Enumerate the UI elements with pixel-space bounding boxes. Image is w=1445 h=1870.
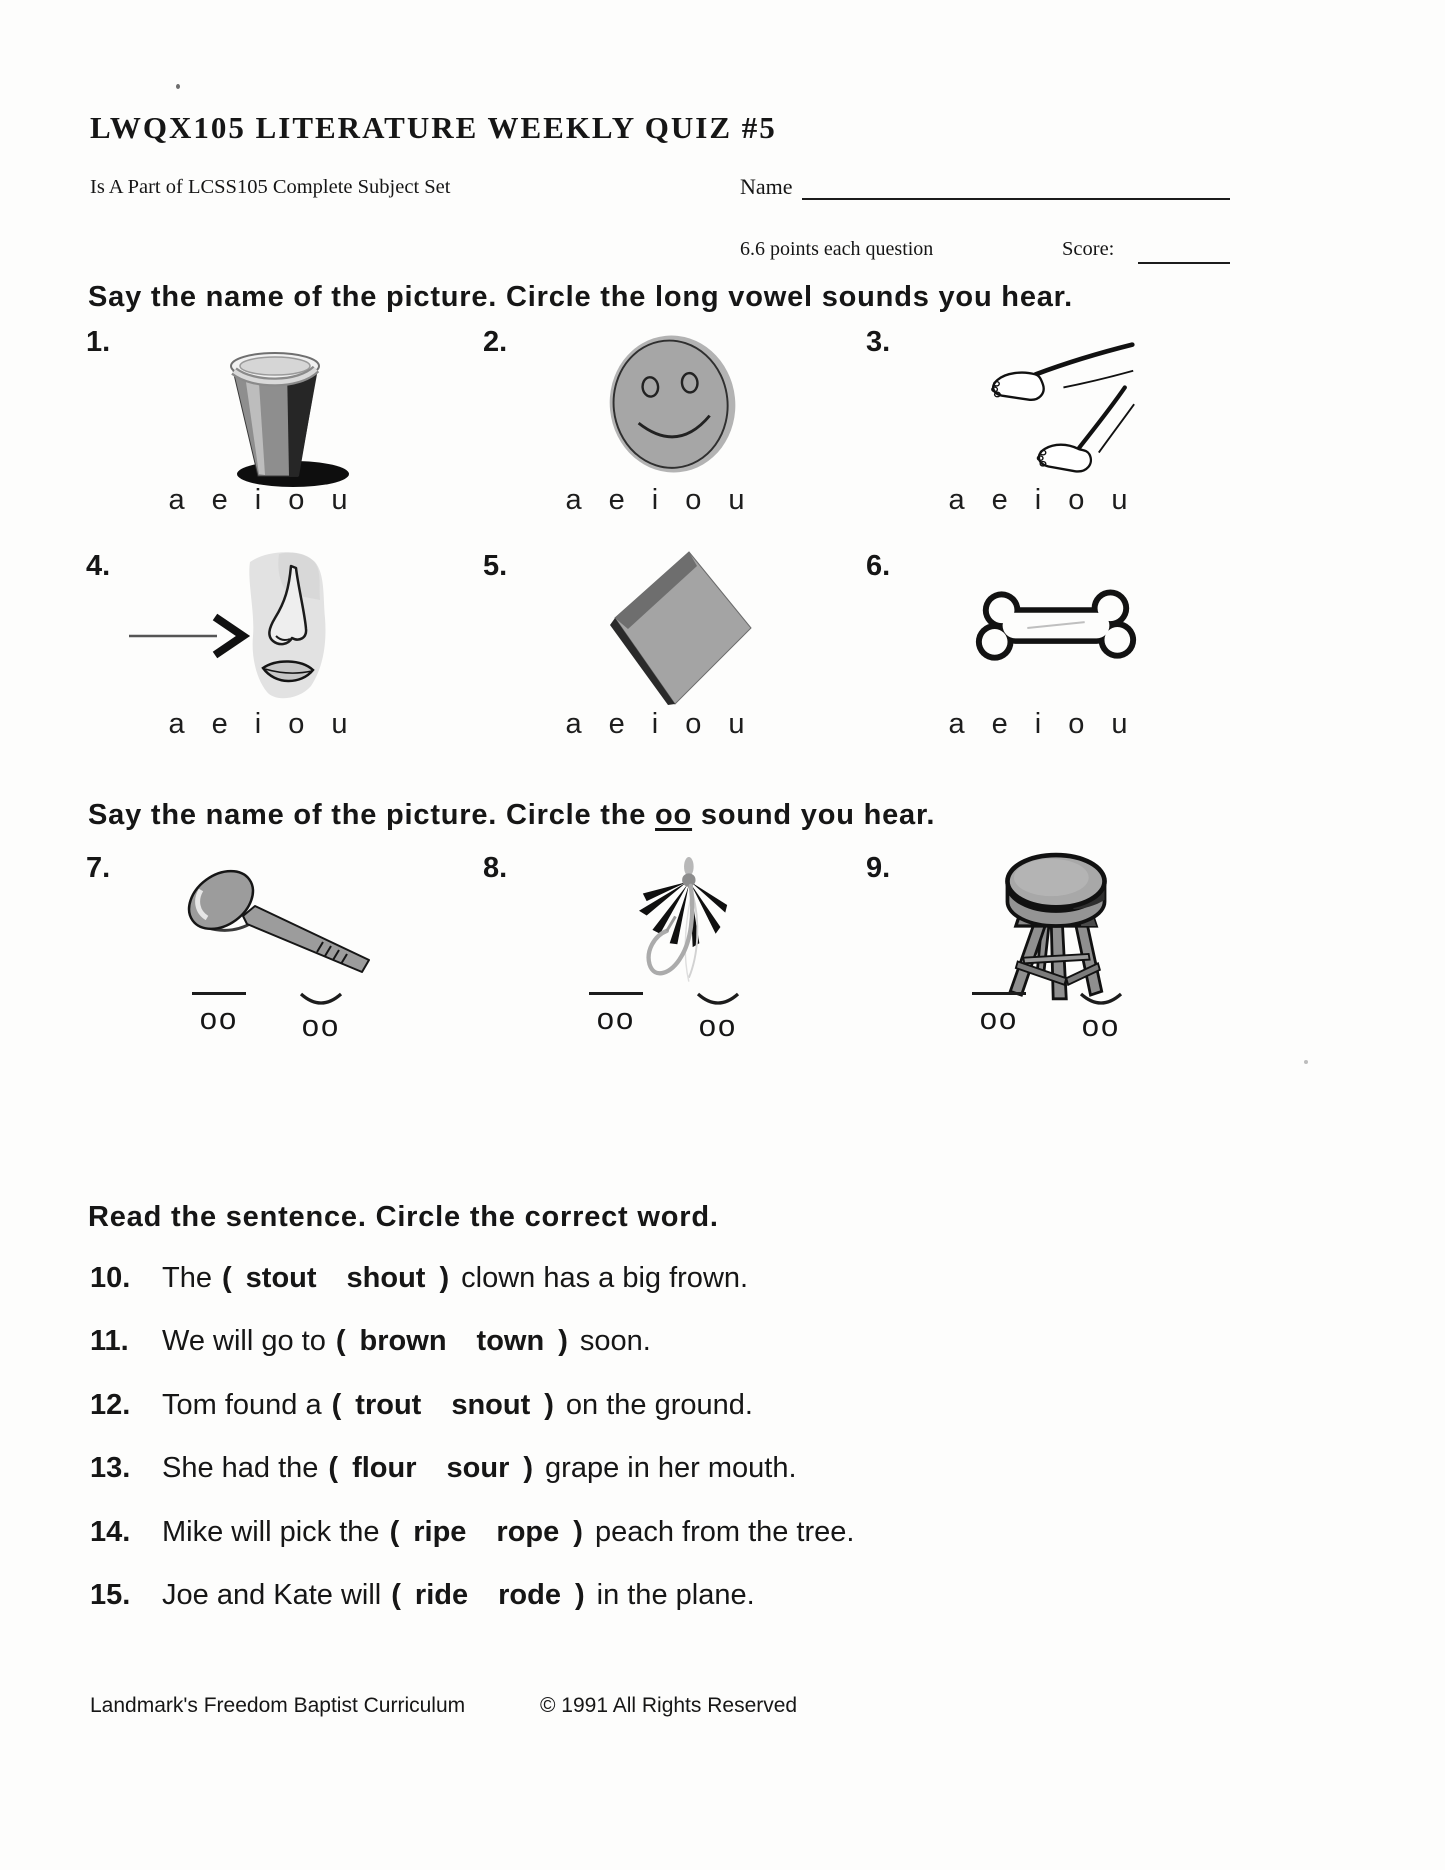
macron-diacritic — [589, 992, 643, 995]
question-number: 6. — [866, 550, 891, 582]
vowel-choice-a[interactable]: a — [168, 708, 185, 740]
oo-section-heading — [88, 799, 935, 832]
sentence-after: in the plane. — [596, 1579, 755, 1611]
vowel-choice-e[interactable]: e — [991, 708, 1008, 740]
vowel-choice-o[interactable]: o — [288, 484, 305, 516]
vowel-choices — [565, 708, 744, 741]
vowel-choice-a[interactable]: a — [948, 484, 965, 516]
vowel-choice-u[interactable]: u — [728, 484, 745, 516]
paren-close: ) — [523, 1452, 534, 1484]
name-blank-line[interactable] — [802, 168, 1230, 200]
paren-close: ) — [573, 1516, 583, 1548]
fishing-hook-image — [628, 852, 743, 1002]
stool-image — [986, 846, 1126, 1006]
sentence-10 — [90, 1262, 748, 1295]
smiley-face-image — [603, 328, 743, 480]
vowel-choice-a[interactable]: a — [168, 484, 185, 516]
breve-diacritic — [298, 992, 344, 1009]
vowel-choice-o[interactable]: o — [1068, 484, 1085, 516]
oo-short-option[interactable]: oo — [1078, 992, 1124, 1041]
sentence-before: She had the — [162, 1452, 319, 1484]
question-number: 1. — [86, 326, 111, 358]
paren-close: ) — [574, 1579, 585, 1611]
vowel-choice-o[interactable]: o — [685, 708, 702, 740]
word-choice-2[interactable]: shout — [346, 1262, 426, 1294]
paren-open: ( — [331, 1389, 342, 1421]
word-choice-1[interactable]: ride — [414, 1579, 469, 1611]
question-number: 9. — [866, 852, 891, 884]
oo-heading-part2: sound you hear. — [692, 799, 936, 831]
sentence-number: 14. — [90, 1516, 131, 1548]
paren-open: ( — [221, 1262, 232, 1294]
footer-copyright: © 1991 All Rights Reserved — [540, 1694, 798, 1717]
question-number: 8. — [483, 852, 508, 884]
sentence-before: Tom found a — [162, 1389, 322, 1421]
word-choice-1[interactable]: flour — [352, 1452, 417, 1484]
vowel-choice-u[interactable]: u — [728, 708, 745, 740]
question-6 — [866, 550, 1246, 765]
question-5 — [483, 550, 863, 765]
oo-long-option[interactable]: oo — [972, 992, 1026, 1041]
oo-long-option[interactable]: oo — [589, 992, 643, 1041]
bucket-image — [201, 326, 351, 488]
paren-open: ( — [328, 1452, 339, 1484]
sentence-11 — [90, 1325, 651, 1358]
word-choice-1[interactable]: ripe — [413, 1516, 467, 1548]
vowel-choice-a[interactable]: a — [948, 708, 965, 740]
vowel-choice-e[interactable]: e — [991, 484, 1008, 516]
breve-diacritic — [1078, 992, 1124, 1009]
vowel-choice-o[interactable]: o — [288, 708, 305, 740]
question-number: 7. — [86, 852, 111, 884]
vowel-choice-i[interactable]: i — [1034, 708, 1042, 740]
word-choice-2[interactable]: town — [476, 1325, 545, 1357]
oo-heading-underlined: oo — [655, 799, 693, 831]
word-choice-2[interactable]: snout — [451, 1389, 531, 1421]
vowel-choices — [565, 484, 744, 517]
name-label: Name — [740, 174, 793, 199]
vowel-choice-i[interactable]: i — [651, 708, 659, 740]
vowel-choice-i[interactable]: i — [1034, 484, 1042, 516]
vowel-choice-u[interactable]: u — [1111, 484, 1128, 516]
question-number: 3. — [866, 326, 891, 358]
question-8 — [483, 852, 863, 1067]
nose-image — [129, 544, 339, 704]
word-choice-2[interactable]: rope — [496, 1516, 560, 1548]
word-choice-1[interactable]: trout — [355, 1389, 422, 1421]
vowel-choice-u[interactable]: u — [331, 484, 348, 516]
sentence-number: 10. — [90, 1262, 131, 1294]
paren-open: ( — [391, 1579, 401, 1611]
vowel-choice-o[interactable]: o — [1068, 708, 1085, 740]
block-image — [593, 546, 753, 706]
vowel-choice-u[interactable]: u — [1111, 708, 1128, 740]
breve-diacritic — [695, 992, 741, 1009]
oo-choices — [972, 992, 1124, 1041]
sentence-before: Mike will pick the — [162, 1516, 380, 1548]
question-2 — [483, 326, 863, 541]
bone-image — [966, 584, 1146, 676]
vowel-choices — [168, 708, 347, 741]
scan-artifact-dot — [1304, 1060, 1308, 1064]
footer-publisher: Landmark's Freedom Baptist Curriculum — [90, 1694, 466, 1717]
page-subtitle: Is A Part of LCSS105 Complete Subject Set — [90, 176, 451, 198]
sentence-number: 12. — [90, 1389, 131, 1421]
vowel-choice-o[interactable]: o — [685, 484, 702, 516]
sentence-after: soon. — [579, 1325, 651, 1357]
sentence-before: The — [162, 1262, 212, 1294]
vowel-choices — [948, 708, 1127, 741]
question-7 — [86, 852, 466, 1067]
oo-choices — [192, 992, 344, 1041]
word-choice-1[interactable]: brown — [359, 1325, 447, 1357]
oo-long-option[interactable]: oo — [192, 992, 246, 1041]
question-number: 4. — [86, 550, 111, 582]
question-4 — [86, 550, 466, 765]
score-blank-line[interactable] — [1138, 234, 1230, 264]
sentence-before: We will go to — [162, 1325, 326, 1357]
sentence-before: Joe and Kate will — [162, 1579, 382, 1611]
word-choice-1[interactable]: stout — [245, 1262, 317, 1294]
vowel-choices — [168, 484, 347, 517]
vowel-choice-e[interactable]: e — [211, 708, 228, 740]
vowel-choice-a[interactable]: a — [565, 484, 582, 516]
sentence-after: clown has a big frown. — [461, 1262, 749, 1294]
macron-diacritic — [972, 992, 1026, 995]
vowel-choices — [948, 484, 1127, 517]
macron-diacritic — [192, 992, 246, 995]
question-3 — [866, 326, 1246, 541]
paren-close: ) — [558, 1325, 568, 1357]
question-number: 5. — [483, 550, 508, 582]
points-note: 6.6 points each question — [740, 238, 934, 260]
vowel-choice-e[interactable]: e — [608, 708, 625, 740]
oo-choices — [589, 992, 741, 1041]
word-choice-2[interactable]: rode — [498, 1579, 561, 1611]
sentence-after: peach from the tree. — [594, 1516, 855, 1548]
spoon-image — [171, 860, 381, 985]
paren-open: ( — [389, 1516, 400, 1548]
sentence-number: 11. — [90, 1325, 129, 1357]
oo-short-option[interactable]: oo — [695, 992, 741, 1041]
vowel-choice-i[interactable]: i — [254, 708, 262, 740]
score-label: Score: — [1062, 238, 1115, 260]
sentence-number: 13. — [90, 1452, 131, 1484]
sentence-after: grape in her mouth. — [545, 1452, 797, 1484]
vowel-choice-a[interactable]: a — [565, 708, 582, 740]
vowel-choice-i[interactable]: i — [254, 484, 262, 516]
scan-artifact-dot — [176, 84, 180, 89]
vowel-choice-u[interactable]: u — [331, 708, 348, 740]
paren-close: ) — [439, 1262, 450, 1294]
sentence-after: on the ground. — [565, 1389, 753, 1421]
sentence-13 — [90, 1452, 797, 1485]
sentence-14 — [90, 1516, 854, 1549]
paren-close: ) — [544, 1389, 554, 1421]
sentence-15 — [90, 1579, 755, 1612]
vowel-choice-e[interactable]: e — [211, 484, 228, 516]
vowel-choice-i[interactable]: i — [651, 484, 659, 516]
feet-image — [976, 332, 1136, 482]
sentence-number: 15. — [90, 1579, 131, 1611]
oo-heading-part1: Say the name of the picture. Circle the — [88, 799, 656, 831]
vowel-section-heading: Say the name of the picture. Circle the long vowel sounds you hear. — [88, 281, 1074, 313]
oo-short-option[interactable]: oo — [298, 992, 344, 1041]
question-number: 2. — [483, 326, 508, 358]
word-choice-2[interactable]: sour — [446, 1452, 510, 1484]
vowel-choice-e[interactable]: e — [608, 484, 625, 516]
page-title: LWQX105 LITERATURE WEEKLY QUIZ #5 — [90, 110, 777, 145]
paren-open: ( — [335, 1325, 346, 1357]
question-9 — [866, 852, 1246, 1067]
question-1 — [86, 326, 466, 541]
sentence-12 — [90, 1389, 753, 1422]
sentence-section-heading: Read the sentence. Circle the correct word. — [88, 1201, 719, 1233]
